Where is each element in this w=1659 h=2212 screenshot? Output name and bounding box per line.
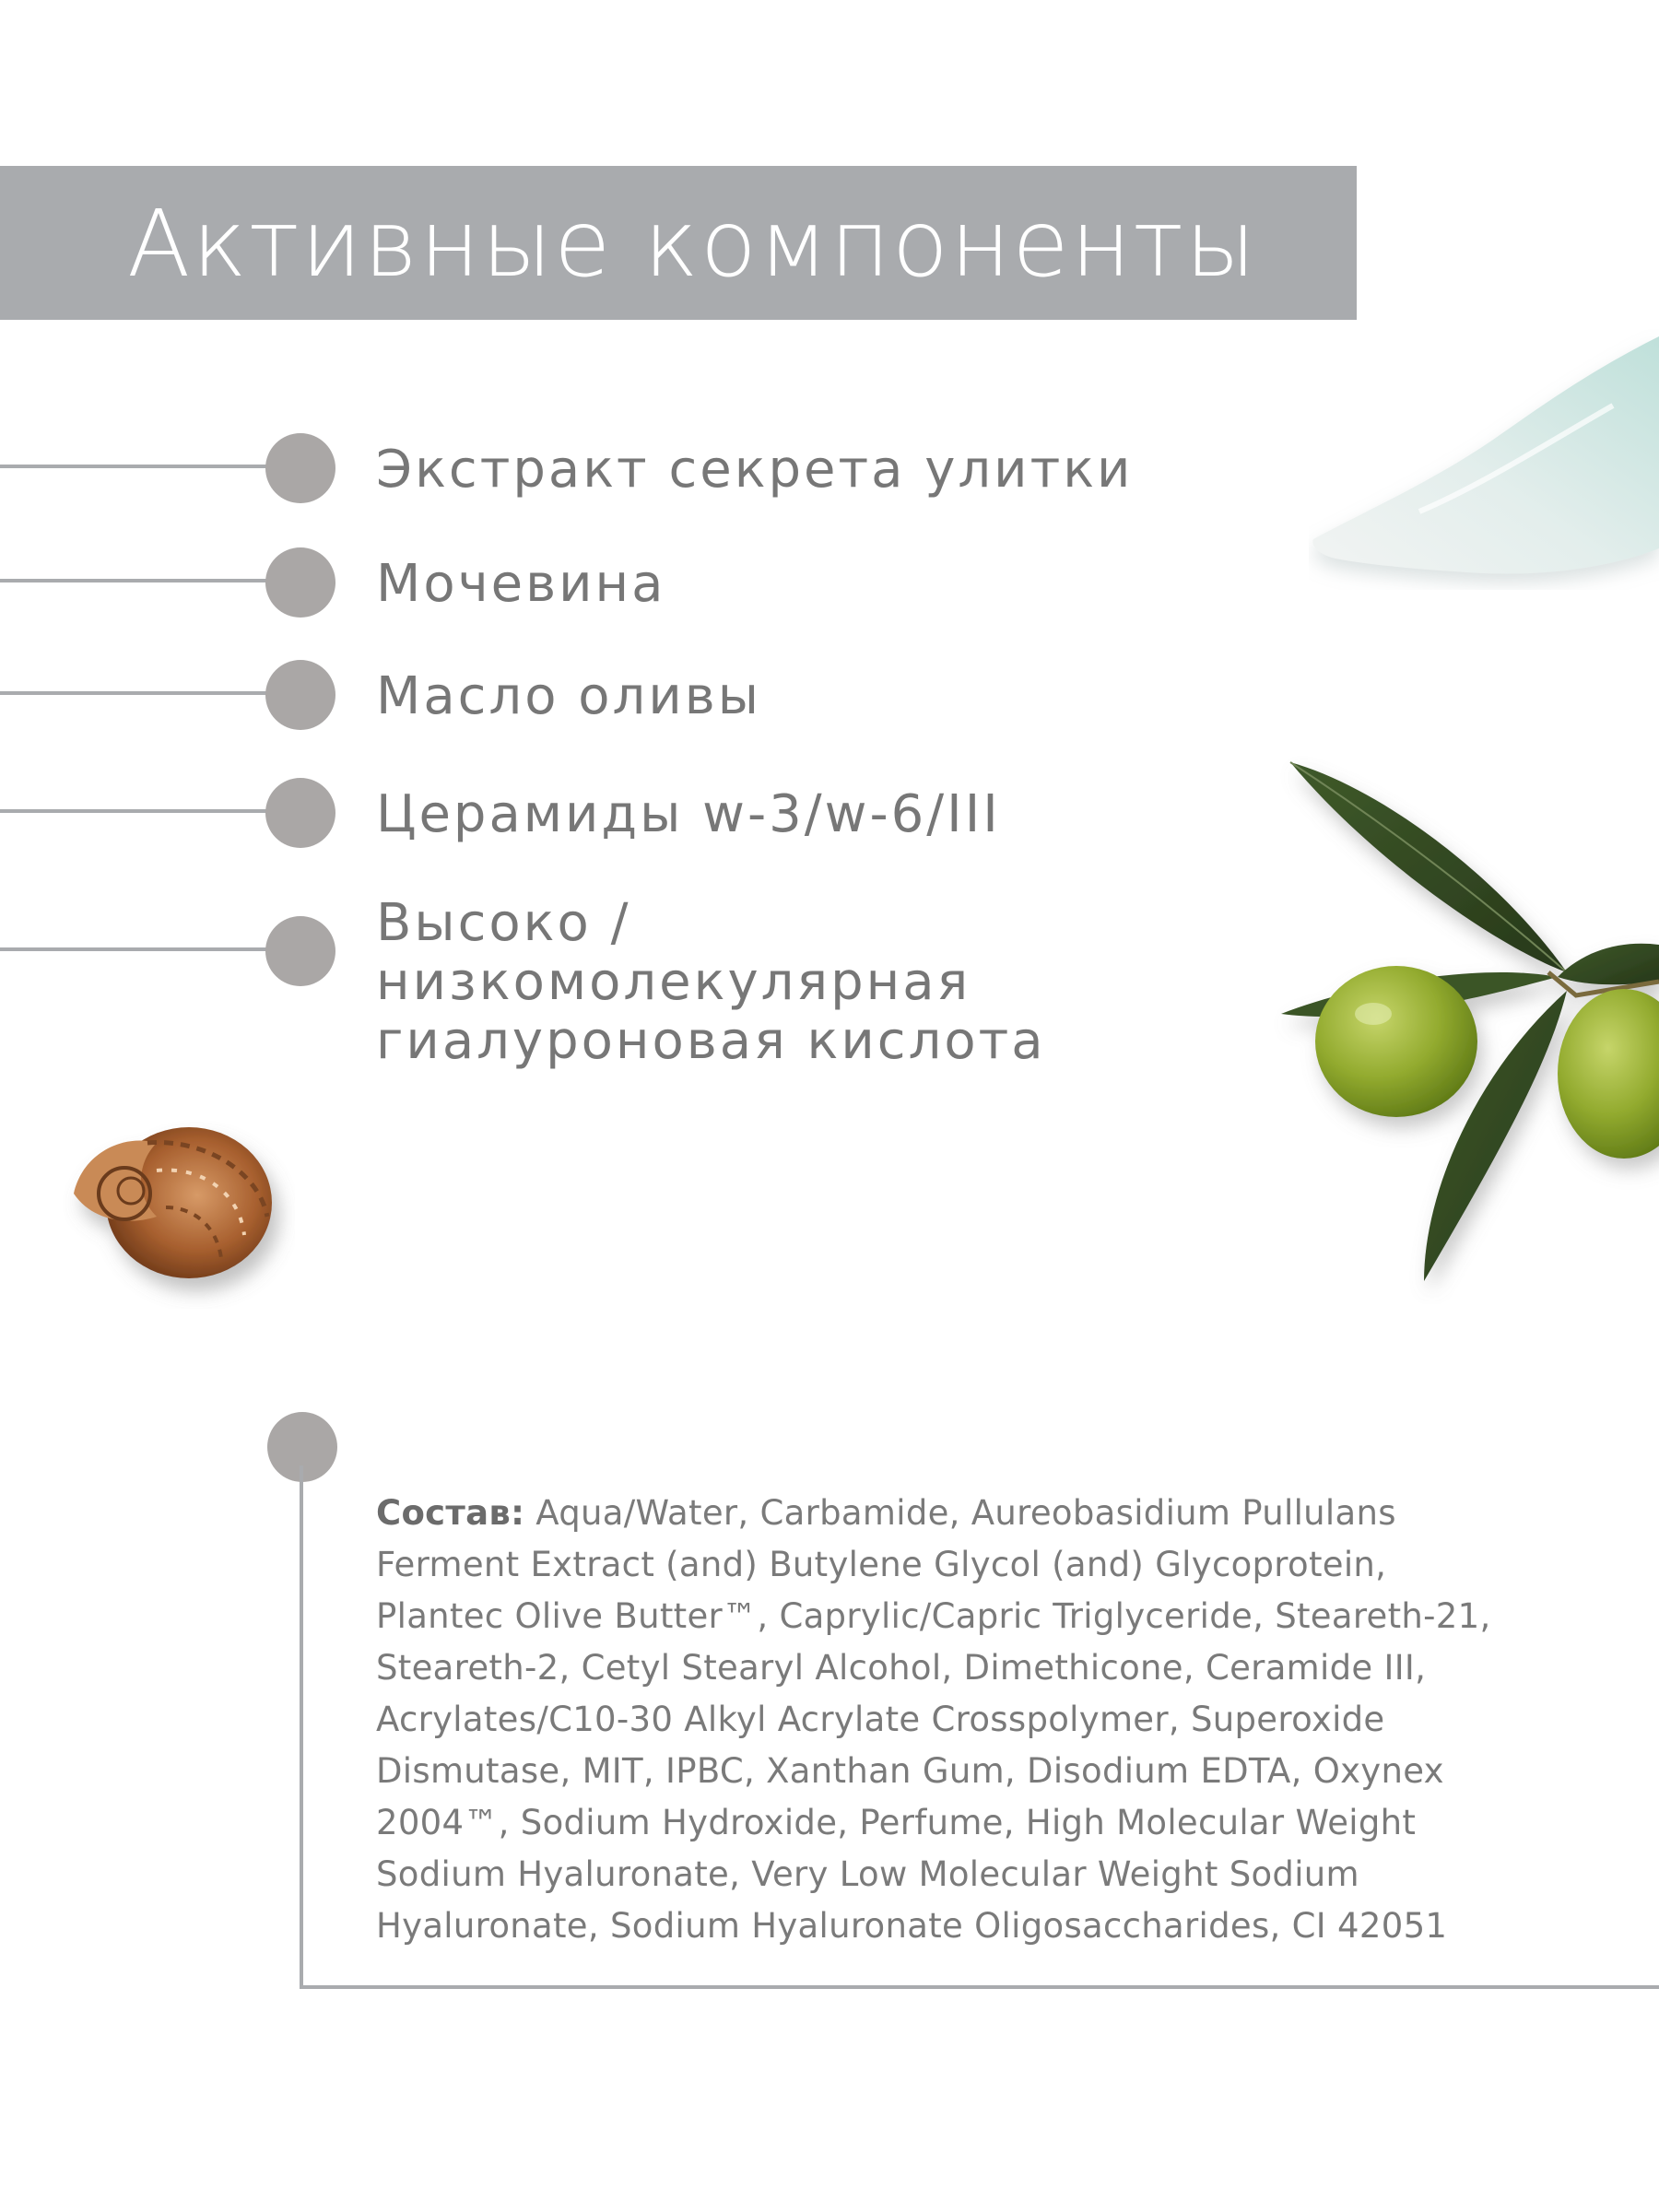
component-connector-line	[0, 947, 269, 951]
header-band	[0, 166, 1357, 320]
component-label-snail: Экстракт секрета улитки	[376, 440, 1134, 500]
ingredients-horizontal-line	[300, 1985, 1659, 1989]
component-label-ceramides: Церамиды w-3/w-6/III	[376, 784, 1001, 844]
component-label-urea: Мочевина	[376, 554, 666, 614]
ingredients-label: Состав:	[376, 1493, 525, 1533]
component-connector-line	[0, 465, 269, 468]
cream-swatch-image	[1309, 323, 1659, 590]
component-label-olive-oil: Масло оливы	[376, 666, 761, 726]
component-bullet	[265, 916, 335, 986]
olive-branch-image	[1272, 751, 1659, 1304]
component-bullet	[265, 778, 335, 848]
page-title: Активные компоненты	[127, 190, 1258, 298]
component-connector-line	[0, 579, 269, 582]
component-bullet	[265, 547, 335, 618]
component-connector-line	[0, 809, 269, 813]
component-bullet	[265, 433, 335, 503]
ingredients-list: Aqua/Water, Carbamide, Aureobasidium Pullulans Ferment Extract (and) Butylene Glycol (and) Glycoprotein, Plantec Olive Butter™, Caprylic/Capric Triglyceride, Steareth-21, Steareth-2, Cetyl Stearyl Alcohol, Dimethicone, Ceramide III, Acrylates/C10-30 Alkyl Acrylate Crosspolymer, Superoxide Dismutase, MIT, IPBC, Xanthan Gum, Disodium EDTA, Oxynex 2004™, Sodium Hydroxide, Perfume, High Molecular Weight Sodium Hyaluronate, Very Low Molecular Weight Sodium Hyaluronate, Sodium Hyaluronate Oligosaccharides, CI 42051	[376, 1493, 1491, 1946]
ingredients-vertical-line	[300, 1465, 303, 1989]
ingredients-text	[376, 1488, 1519, 1952]
component-connector-line	[0, 691, 269, 695]
shell-image	[55, 1088, 295, 1309]
component-label-hyaluronic: Высоко / низкомолекулярная гиалуроновая кислота	[376, 893, 1046, 1071]
component-bullet	[265, 660, 335, 730]
